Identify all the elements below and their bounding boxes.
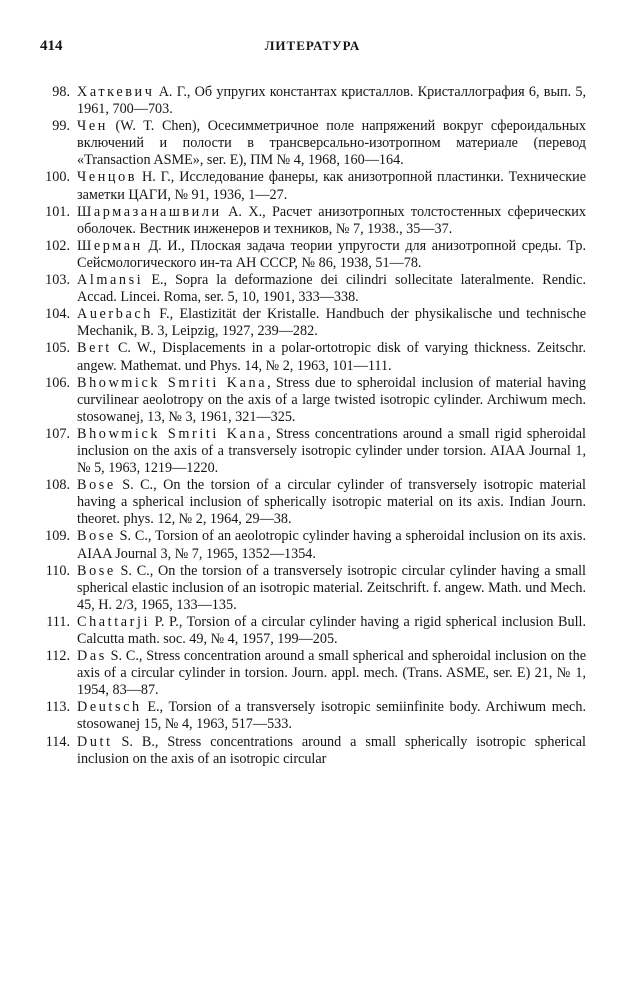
reference-author: Das	[77, 648, 107, 665]
reference-author: Хаткевич	[77, 84, 155, 100]
reference-item	[40, 272, 586, 306]
reference-author: Ченцов	[77, 169, 138, 186]
reference-item	[40, 614, 586, 648]
reference-number: 107.	[45, 425, 70, 442]
reference-text: S. C., Stress concentration around a small spherical and spheroidal inclusion on the axis of a circular cylinder in torsion. Journ. appl. mech. (Trans. ASME, ser. E) 21, № 1, 1954, 83—87.	[77, 648, 586, 699]
reference-number: 110.	[45, 562, 70, 579]
reference-text: S. C., On the torsion of a transversely isotropic circular cylinder having a small spherical elastic inclusion of an isotropic material. Zeitschrift. f. angew. Math. und Mech. 45, H. 2/3, 1965, 133—135.	[77, 562, 586, 613]
reference-item	[40, 118, 586, 169]
reference-item	[40, 340, 586, 374]
reference-item	[40, 563, 586, 614]
reference-author: Шерман	[77, 237, 143, 254]
reference-item	[40, 375, 586, 426]
page-number: 414	[40, 38, 63, 54]
reference-item	[40, 426, 586, 477]
reference-list	[40, 84, 586, 768]
reference-item	[40, 648, 586, 699]
reference-text: S. B., Stress concentrations around a small spherically isotropic spherical inclusion on the axis of an isotropic circular	[77, 733, 586, 767]
reference-number: 102.	[45, 237, 70, 254]
reference-number: 109.	[45, 528, 70, 545]
reference-author: Bose	[77, 562, 116, 579]
reference-number: 111.	[46, 613, 70, 630]
reference-author: Deutsch	[77, 699, 142, 716]
reference-author: Chattarji	[77, 613, 151, 630]
reference-author: Bose	[77, 528, 116, 545]
reference-author: Шармазанашвили	[77, 203, 222, 220]
reference-text: Н. Г., Исследование фанеры, как анизотропной пластинки. Технические заметки ЦАГИ, № 91, 1936, 1—27.	[77, 169, 586, 203]
reference-text: А. Х., Расчет анизотропных толстостенных сферических оболочек. Вестник инженеров и техников, № 7, 1938., 35—37.	[77, 203, 586, 237]
reference-number: 112.	[45, 648, 70, 665]
reference-item	[40, 528, 586, 562]
reference-text: , Stress concentrations around a small rigid spheroidal inclusion on the axis of a transversely isotropic cylinder under torsion. AIAA Journal 1, № 5, 1963, 1219—1220.	[77, 425, 586, 477]
reference-text: S. C., On the torsion of a circular cylinder of transversely isotropic material having a spherical inclusion of spherically isotropic material on its axis. Indian Journ. theoret. phys. 12, № 2, 1964, 29—38.	[77, 477, 586, 528]
reference-text: E., Sopra la deformazione dei cilindri sollecitate lateralmente. Rendic. Accad. Lincei. Roma, ser. 5, 10, 1901, 333—338.	[77, 272, 586, 306]
reference-item	[40, 306, 586, 340]
reference-item	[40, 699, 586, 733]
reference-number: 101.	[45, 203, 70, 220]
reference-author: Bert	[77, 340, 112, 357]
reference-text: E., Torsion of a transversely isotropic semiinfinite body. Archiwum mech. stosowanej 15, № 4, 1963, 517—533.	[77, 699, 586, 733]
reference-author: Bhowmick Smriti Kana	[77, 374, 268, 391]
reference-number: 114.	[45, 733, 70, 750]
reference-item	[40, 477, 586, 528]
reference-text: А. Г., Об упругих константах кристаллов. Кристаллография 6, вып. 5, 1961, 700—703.	[77, 84, 586, 118]
reference-author: Bose	[77, 477, 116, 494]
reference-author: Auerbach	[77, 306, 153, 323]
reference-author: Чен	[77, 118, 108, 135]
page-header	[40, 38, 585, 58]
reference-number: 99.	[52, 118, 70, 135]
reference-text: , Stress due to spheroidal inclusion of material having curvilinear aeolotropy on the axis of a large twisted isotropic cylinder. Archiwum mech. stosowanej, 13, № 3, 1961, 321—325.	[77, 374, 586, 425]
reference-author: Bhowmick Smriti Kana	[77, 425, 268, 442]
reference-number: 98.	[52, 84, 70, 100]
reference-text: P. P., Torsion of a circular cylinder having a rigid spherical inclusion Bull. Calcutta math. soc. 49, № 4, 1957, 199—205.	[77, 613, 586, 647]
reference-number: 105.	[45, 340, 70, 357]
reference-text: C. W., Displacements in a polar-ortotropic disk of varying thickness. Zeitschr. angew. Mathemat. und Phys. 14, № 2, 1963, 101—111.	[77, 340, 586, 374]
reference-text: (W. T. Chen), Осесимметричное поле напряжений вокруг сфероидальных включений и полости в трансверсально-изотропном материале (перевод «Transaction ASME», ser. E), ПМ № 4, 1968, 160—164.	[77, 118, 586, 169]
reference-item	[40, 204, 586, 238]
reference-number: 103.	[45, 272, 70, 289]
reference-author: Dutt	[77, 733, 113, 750]
reference-number: 106.	[45, 374, 70, 391]
reference-text: S. C., Torsion of an aeolotropic cylinder having a spheroidal inclusion on its axis. AIAA Journal 3, № 7, 1965, 1352—1354.	[77, 528, 586, 562]
reference-item	[40, 84, 586, 118]
reference-number: 100.	[45, 169, 70, 186]
reference-item	[40, 238, 586, 272]
reference-item	[40, 169, 586, 203]
reference-number: 108.	[45, 477, 70, 494]
reference-text: Д. И., Плоская задача теории упругости для анизотропной среды. Тр. Сейсмологического ин-та АН СССР, № 86, 1938, 51—78.	[77, 237, 586, 271]
reference-text: F., Elastizität der Kristalle. Handbuch der physikalische und technische Mechanik, B. 3, Leipzig, 1927, 239—282.	[77, 306, 586, 340]
reference-item	[40, 734, 586, 768]
reference-number: 104.	[45, 306, 70, 323]
reference-author: Almansi	[77, 272, 144, 289]
running-head: ЛИТЕРАТУРА	[264, 38, 361, 53]
reference-number: 113.	[45, 699, 70, 716]
